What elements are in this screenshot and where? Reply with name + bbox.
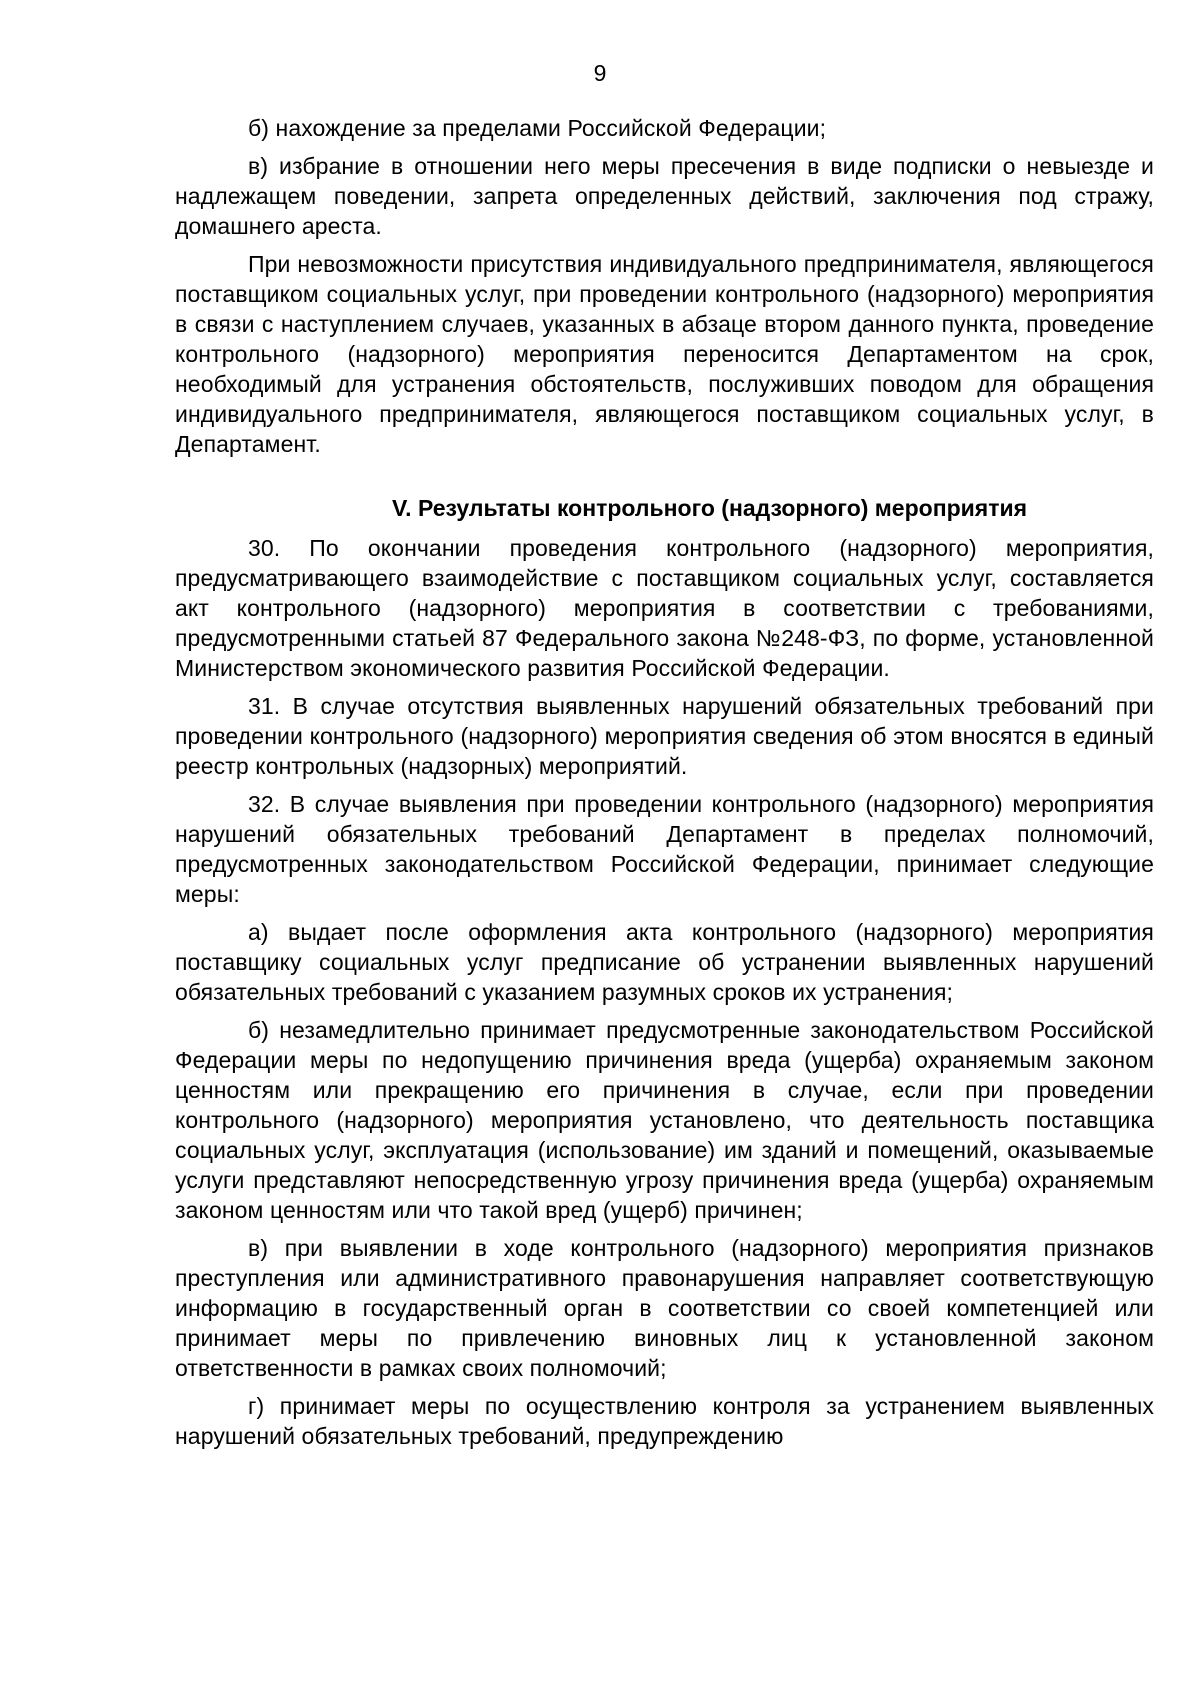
paragraph-b-abroad: б) нахождение за пределами Российской Федерации; [248, 115, 827, 141]
paragraph-30: 30. По окончании проведения контрольного (надзорного) мероприятия, предусматривающего взаимодействие с поставщиком социальных услуг, составляется акт контрольного (надзорного) мероприятия в соответствии с требованиями, предусмотренными статьей 87 Федерального закона №248-ФЗ, по форме, установленной Министерством экономического развития Российской Федерации. [175, 535, 1154, 681]
paragraph-v-restraint: в) избрание в отношении него меры пресечения в виде подписки о невыезде и надлежащем поведении, запрета определенных действий, заключения под стражу, домашнего ареста. [175, 153, 1154, 239]
section-heading: V. Результаты контрольного (надзорного) мероприятия [391, 495, 1028, 521]
page-number: 9 [593, 60, 607, 86]
document-body [175, 113, 1154, 1459]
paragraph-31: 31. В случае отсутствия выявленных нарушений обязательных требований при проведении контрольного (надзорного) мероприятия сведения об этом вносятся в единый реестр контрольных (надзорных) мероприятий. [175, 693, 1154, 779]
paragraph-postponement: При невозможности присутствия индивидуального предпринимателя, являющегося поставщиком социальных услуг, при проведении контрольного (надзорного) мероприятия в связи с наступлением случаев, указанных в абзаце втором данного пункта, проведение контрольного (надзорного) мероприятия переносится Департаментом на срок, необходимый для устранения обстоятельств, послуживших поводом для обращения индивидуального предпринимателя, являющегося поставщиком социальных услуг, в Департамент. [175, 251, 1154, 457]
paragraph-32: 32. В случае выявления при проведении контрольного (надзорного) мероприятия нарушений обязательных требований Департамент в пределах полномочий, предусмотренных законодательством Российской Федерации, принимает следующие меры: [175, 791, 1154, 907]
paragraph-32-a: а) выдает после оформления акта контрольного (надзорного) мероприятия поставщику социальных услуг предписание об устранении выявленных нарушений обязательных требований с указанием разумных сроков их устранения; [175, 919, 1154, 1005]
paragraph-32-b: б) незамедлительно принимает предусмотренные законодательством Российской Федерации меры по недопущению причинения вреда (ущерба) охраняемым законом ценностям или прекращению его причинения в случае, если при проведении контрольного (надзорного) мероприятия установлено, что деятельность поставщика социальных услуг, эксплуатация (использование) им зданий и помещений, оказываемые услуги представляют непосредственную угрозу причинения вреда (ущерба) охраняемым законом ценностям или что такой вред (ущерб) причинен; [175, 1017, 1154, 1223]
paragraph-32-v: в) при выявлении в ходе контрольного (надзорного) мероприятия признаков преступления или административного правонарушения направляет соответствующую информацию в государственный орган в соответствии со своей компетенцией или принимает меры по привлечению виновных лиц к установленной законом ответственности в рамках своих полномочий; [175, 1235, 1154, 1381]
paragraph-32-g: г) принимает меры по осуществлению контроля за устранением выявленных нарушений обязательных требований, предупреждению [175, 1393, 1154, 1449]
